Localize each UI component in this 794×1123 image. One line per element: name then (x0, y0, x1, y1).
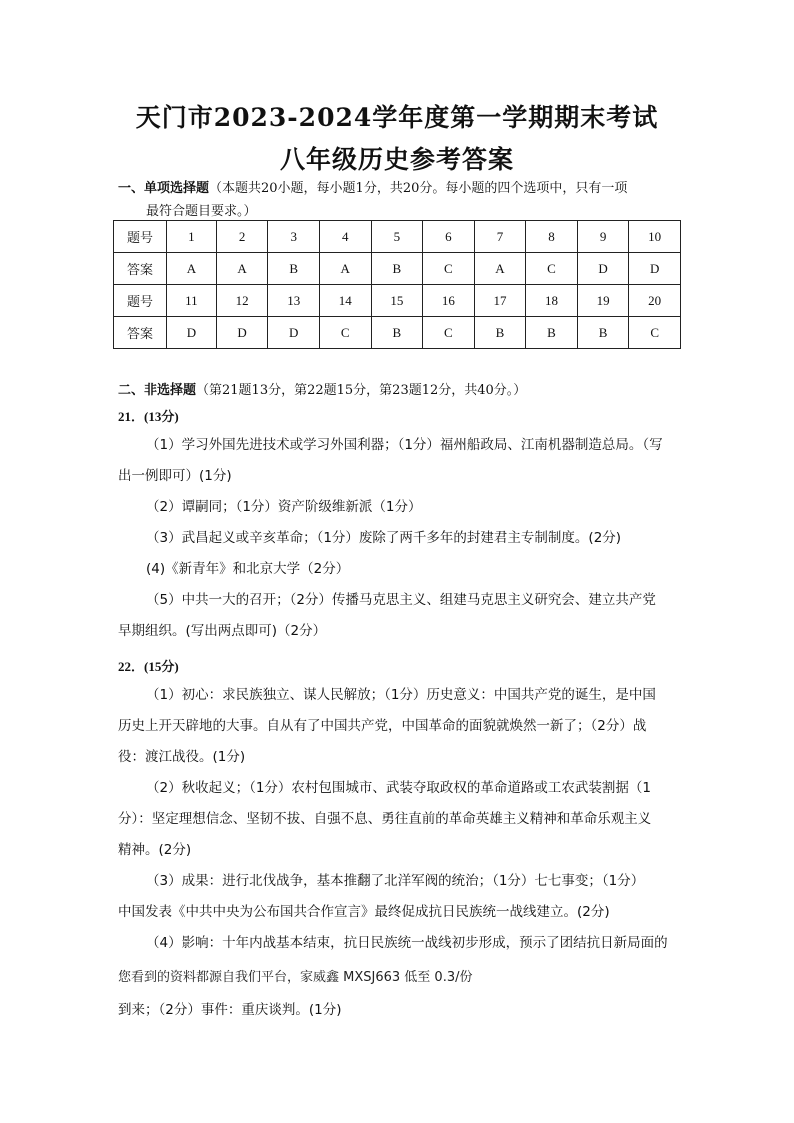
page-title: 天门市2023-2024学年度第一学期期末考试 (135, 103, 659, 132)
table-cell: D (167, 317, 217, 349)
table-cell: B (371, 317, 423, 349)
answer-line: 役：渡江战役。(1分) (118, 749, 246, 765)
table-cell: 15 (371, 285, 423, 317)
table-cell: 3 (268, 221, 320, 253)
table-cell: 19 (577, 285, 629, 317)
table-cell: 4 (319, 221, 371, 253)
answer-line: 分）：坚定理想信念、坚韧不拔、自强不息、勇往直前的革命英雄主义精神和革命乐观主义 (118, 811, 652, 827)
question-22-answer (118, 680, 678, 959)
table-cell: 7 (474, 221, 526, 253)
table-cell: B (526, 317, 578, 349)
section1-heading-line (118, 180, 683, 198)
answer-line: 精神。(2分) (118, 842, 192, 858)
table-cell: 1 (167, 221, 217, 253)
question-22-answer-end (118, 995, 678, 1026)
table-cell: A (167, 253, 217, 285)
answer-line: （1）学习外国先进技术或学习外国利器；（1分）福州船政局、江南机器制造总局。（写 (146, 437, 663, 453)
answer-line: (4)《新青年》和北京大学（2分） (146, 561, 350, 577)
answer-line: （3）武昌起义或辛亥革命；（1分）废除了两千多年的封建君主专制制度。(2分) (146, 530, 622, 546)
answer-line: （5）中共一大的召开；（2分）传播马克思主义、组建马克思主义研究会、建立共产党 (146, 592, 656, 608)
page-subtitle: 八年级历史参考答案 (279, 145, 514, 174)
table-cell: C (423, 253, 475, 285)
table-cell: A (216, 253, 268, 285)
table-cell: 11 (167, 285, 217, 317)
section2-heading: 二、非选择题 (118, 383, 197, 398)
answer-line: 到来；（2分）事件：重庆谈判。(1分) (118, 1002, 342, 1018)
table-cell: 18 (526, 285, 578, 317)
table-cell: C (526, 253, 578, 285)
table-cell: B (577, 317, 629, 349)
section2-heading-line (118, 382, 683, 400)
table-cell: 13 (268, 285, 320, 317)
table-row (114, 221, 681, 253)
table-cell: 6 (423, 221, 475, 253)
answer-table (113, 220, 681, 349)
section1-note: （本题共20小题，每小题1分，共20分。每小题的四个选项中，只有一项 (209, 181, 628, 196)
row-label: 答案 (114, 317, 167, 349)
answer-line: 出一例即可）(1分) (118, 468, 232, 484)
table-cell: B (371, 253, 423, 285)
question-21-heading: 21．(13分) (118, 409, 179, 424)
table-cell: 16 (423, 285, 475, 317)
table-cell: B (474, 317, 526, 349)
table-cell: 20 (629, 285, 681, 317)
answer-line: 早期组织。(写出两点即可)（2分） (118, 623, 327, 639)
answer-line: 中国发表《中共中央为公布国共合作宣言》最终促成抗日民族统一战线建立。(2分) (118, 904, 610, 920)
row-label: 题号 (114, 285, 167, 317)
table-cell: B (268, 253, 320, 285)
section1-heading: 一、单项选择题 (118, 181, 210, 196)
table-cell: D (577, 253, 629, 285)
table-cell: 8 (526, 221, 578, 253)
table-cell: 10 (629, 221, 681, 253)
table-cell: D (216, 317, 268, 349)
answer-line: （1）初心：求民族独立、谋人民解放；（1分）历史意义：中国共产党的诞生，是中国 (146, 687, 656, 703)
answer-line: （3）成果：进行北伐战争，基本推翻了北洋军阀的统治；（1分）七七事变；（1分） (146, 873, 645, 889)
table-cell: 5 (371, 221, 423, 253)
table-cell: 17 (474, 285, 526, 317)
answer-line: （4）影响：十年内战基本结束，抗日民族统一战线初步形成，预示了团结抗日新局面的 (146, 935, 668, 951)
table-cell: D (629, 253, 681, 285)
table-cell: 12 (216, 285, 268, 317)
table-row (114, 317, 681, 349)
table-cell: C (629, 317, 681, 349)
table-cell: 14 (319, 285, 371, 317)
table-cell: 2 (216, 221, 268, 253)
answer-line: （2）秋收起义；（1分）农村包围城市、武装夺取政权的革命道路或工农武装割据（1 (146, 780, 652, 796)
section1-note-cont: 最符合题目要求。） (146, 204, 257, 219)
answer-line: （2）谭嗣同；（1分）资产阶级维新派（1分） (146, 499, 422, 515)
table-cell: C (423, 317, 475, 349)
table-cell: A (474, 253, 526, 285)
row-label: 题号 (114, 221, 167, 253)
answer-line: 历史上开天辟地的大事。自从有了中国共产党，中国革命的面貌就焕然一新了；（2分）战 (118, 718, 647, 734)
question-22-heading: 22．(15分) (118, 659, 179, 674)
table-row (114, 253, 681, 285)
table-cell: 9 (577, 221, 629, 253)
table-cell: A (319, 253, 371, 285)
question-21-answer (118, 430, 678, 647)
table-row (114, 285, 681, 317)
row-label: 答案 (114, 253, 167, 285)
table-cell: C (319, 317, 371, 349)
watermark-text: 您看到的资料都源自我们平台，家威鑫 MXSJ663 低至 0.3/份 (118, 970, 473, 985)
section2-note: （第21题13分，第22题15分，第23题12分，共40分。） (196, 383, 527, 398)
table-cell: D (268, 317, 320, 349)
